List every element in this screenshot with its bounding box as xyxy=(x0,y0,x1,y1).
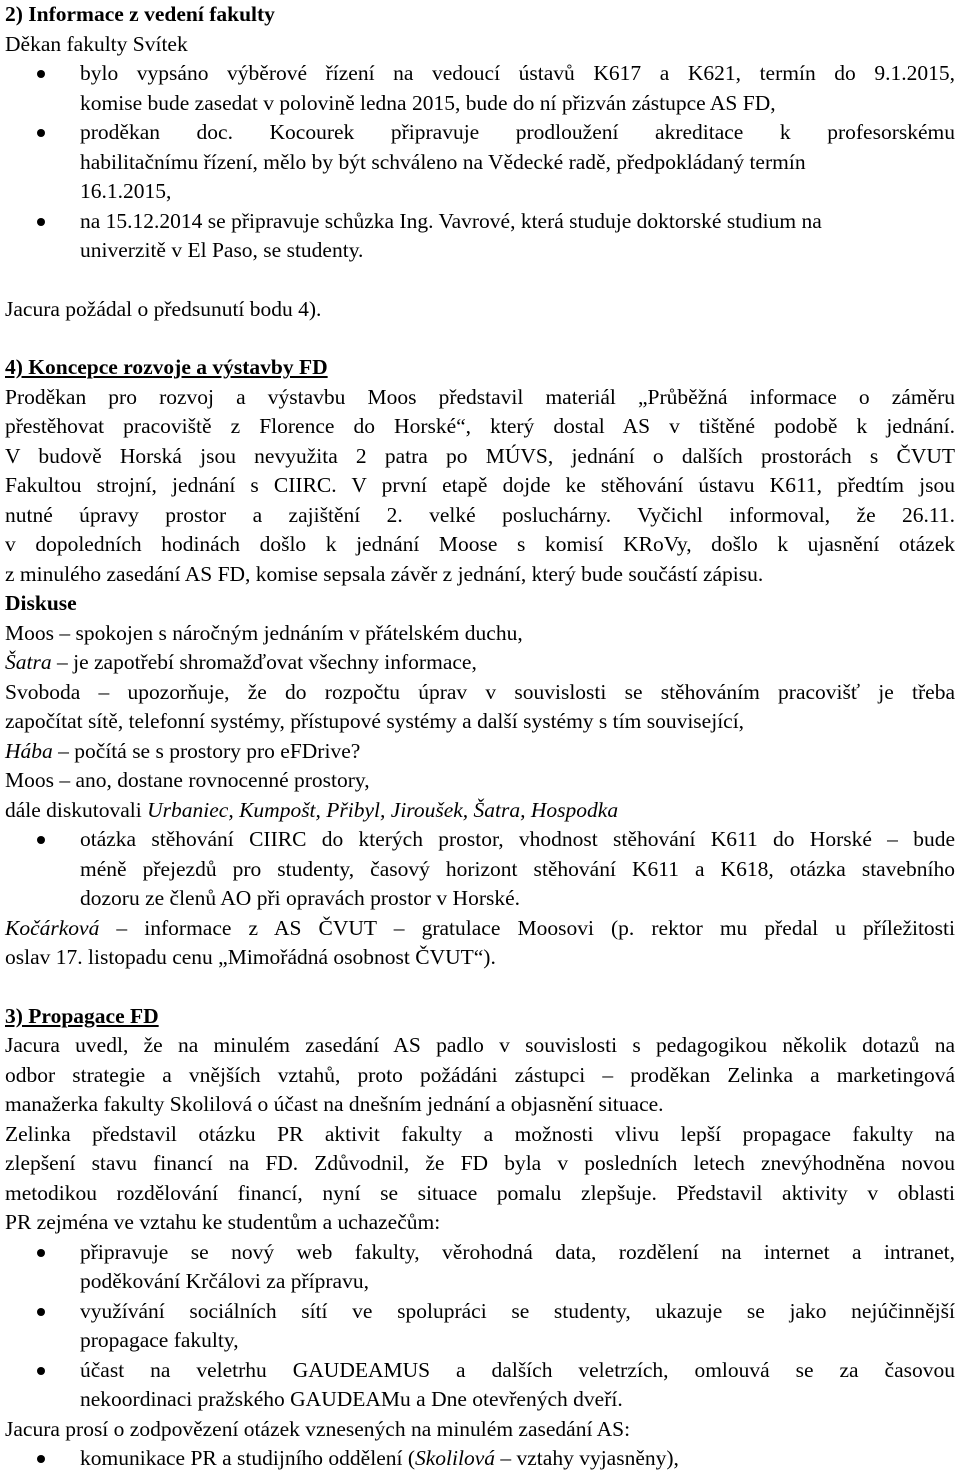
discussion-line xyxy=(5,648,955,678)
bullet-icon xyxy=(37,1455,45,1463)
speaker-names: Urbaniec, Kumpošt, Přibyl, Jiroušek, Šatra, Hospodka xyxy=(147,797,619,822)
text-line: univerzitě v El Paso, se studenty. xyxy=(80,238,364,262)
note-text: Jacura požádal o předsunutí bodu 4). xyxy=(5,296,322,321)
bullet-icon xyxy=(37,1308,45,1316)
list-item xyxy=(5,1444,955,1474)
speaker-text: – počítá se s prostory pro eFDrive? xyxy=(52,738,361,763)
speaker-text: – spokojen s náročným jednáním v přátelském duchu, xyxy=(53,620,523,645)
bullet-icon xyxy=(37,218,45,226)
text-line: odbor strategie a vnějších vztahů, proto požádáni zástupci – proděkan Zelinka a marketingová xyxy=(5,1062,955,1087)
speaker-name: Hába xyxy=(5,738,53,763)
text-line: využívání sociálních sítí ve spolupráci se studenty, ukazuje se jako nejúčinnější xyxy=(80,1298,955,1323)
text-line: otázka stěhování CIIRC do kterých prostor, vhodnost stěhování K611 do Horské – bude xyxy=(80,827,955,851)
bullet-icon xyxy=(37,129,45,137)
speaker-text: dále diskutovali xyxy=(5,797,148,822)
bullet-icon xyxy=(37,836,45,844)
list-item xyxy=(5,825,955,914)
text-line: 16.1.2015, xyxy=(80,179,172,203)
text-line: Proděkan pro rozvoj a výstavbu Moos představil materiál „Průběžná informace o záměru xyxy=(5,384,955,409)
speaker-name: Kočárková xyxy=(5,915,100,940)
bullet-icon xyxy=(37,1249,45,1257)
text-line: započítat sítě, telefonní systémy, přístupové systémy a další systémy s tím související, xyxy=(5,709,745,733)
text-fragment: – vztahy vyjasněny), xyxy=(495,1446,679,1470)
text-line: na 15.12.2014 se připravuje schůzka Ing. Vavrové, která studuje doktorské studium na xyxy=(80,208,822,233)
speaker-text: – je zapotřebí shromažďovat všechny informace, xyxy=(51,650,477,674)
list-item xyxy=(5,1356,955,1415)
spacer xyxy=(5,266,955,295)
text-line: Fakultou strojní, jednání s CIIRC. V první etapě dojde ke stěhování ústavu K611, předtím jsou xyxy=(5,473,955,497)
text-line: Jacura uvedl, že na minulém zasedání AS padlo v souvislosti s pedagogikou několik dotazů na xyxy=(5,1033,955,1057)
text-line: oslav 17. listopadu cenu „Mimořádná osobnost ČVUT“). xyxy=(5,945,496,969)
text-line: v dopoledních hodinách došlo k jednání Moose s komisí KRoVy, došlo k ujasnění otázek xyxy=(5,532,955,556)
list-item xyxy=(5,1238,955,1297)
text-line: Svoboda – upozorňuje, že do rozpočtu úprav v souvislosti se stěhováním pracovišť je třeba xyxy=(5,679,955,704)
spacer xyxy=(5,324,955,353)
text-line: bylo vypsáno výběrové řízení na vedoucí ústavů K617 a K621, termín do 9.1.2015, xyxy=(80,61,955,85)
discussion-line xyxy=(5,737,955,767)
bullet-icon xyxy=(37,1367,45,1375)
text-line: připravuje se nový web fakulty, věrohodná data, rozdělení na internet a intranet, xyxy=(80,1239,955,1264)
section-3-heading: 3) Propagace FD xyxy=(5,1003,159,1028)
diskuse-heading: Diskuse xyxy=(5,591,77,615)
text-line: komise bude zasedat v polovině ledna 2015, bude do ní přizván zástupce AS FD, xyxy=(80,90,776,115)
text-line: V budově Horská jsou nevyužita 2 patra po MÚVS, jednání o dalších prostorách s ČVUT xyxy=(5,443,955,468)
text-line: propagace fakulty, xyxy=(80,1328,239,1352)
text-line: manažerka fakulty Skolilová o účast na dnešním jednání a objasnění situace. xyxy=(5,1092,664,1116)
text-line: nekoordinaci pražského GAUDEAMu a Dne otevřených dveří. xyxy=(80,1387,623,1411)
text-line: účast na veletrhu GAUDEAMUS a dalších veletrzích, omlouvá se za časovou xyxy=(80,1357,955,1382)
text-line: z minulého zasedání AS FD, komise sepsala závěr z jednání, který bude součástí zápisu. xyxy=(5,561,764,586)
text-line: PR zejména ve vztahu ke studentům a uchazečům: xyxy=(5,1210,441,1234)
list-item xyxy=(5,207,955,266)
spacer xyxy=(5,973,955,1002)
text-line: metodikou rozdělování financí, nyní se situace pomalu zlepšuje. Představil aktivity v oblasti xyxy=(5,1180,955,1205)
text-line: přestěhovat pracoviště z Florence do Horské“, který dostal AS v tištěné podobě k jednání. xyxy=(5,414,955,438)
discussion-line xyxy=(5,796,955,826)
discussion-line xyxy=(5,619,955,649)
text-line xyxy=(80,1444,955,1474)
bullet-icon xyxy=(37,70,45,78)
text-line: dozoru ze členů AO při opravách prostor v Horské. xyxy=(80,886,521,910)
speaker-text: – informace z AS ČVUT – gratulace Moosovi (p. rektor mu předal u příležitosti xyxy=(99,915,955,940)
text-line: Jacura prosí o zodpovězení otázek vznesených na minulém zasedání AS: xyxy=(5,1416,631,1441)
section-4-heading: 4) Koncepce rozvoje a výstavby FD xyxy=(5,355,328,379)
text-line: nutné úpravy prostor a zajištění 2. velké posluchárny. Vyčichl informoval, že 26.11. xyxy=(5,502,955,527)
list-item xyxy=(5,59,955,118)
discussion-line xyxy=(5,914,955,944)
text-line: méně přejezdů pro studenty, časový horizont stěhování K611 a K618, otázka stavebního xyxy=(80,856,955,881)
list-item xyxy=(5,118,955,207)
text-line: Moos – ano, dostane rovnocenné prostory, xyxy=(5,768,370,792)
text-line: Zelinka představil otázku PR aktivit fakulty a možnosti vlivu lepší propagace fakulty na xyxy=(5,1121,955,1146)
text-line: habilitačnímu řízení, mělo by být schváleno na Vědecké radě, předpokládaný termín xyxy=(80,149,806,174)
speaker-name: Skolilová xyxy=(415,1446,496,1470)
text-line: zlepšení stavu financí na FD. Zdůvodnil, že FD byla v posledních letech znevýhodněna novou xyxy=(5,1151,955,1175)
speaker-name: Moos xyxy=(5,620,54,645)
speaker-name: Šatra xyxy=(5,650,52,674)
list-item xyxy=(5,1297,955,1356)
text-line: proděkan doc. Kocourek připravuje prodloužení akreditace k profesorskému xyxy=(80,120,955,144)
text-fragment: komunikace PR a studijního oddělení ( xyxy=(80,1446,415,1470)
section-2-heading: 2) Informace z vedení fakulty xyxy=(5,2,275,26)
section-2-subheading: Děkan fakulty Svítek xyxy=(5,31,188,56)
text-line: poděkování Krčálovi za přípravu, xyxy=(80,1269,369,1293)
